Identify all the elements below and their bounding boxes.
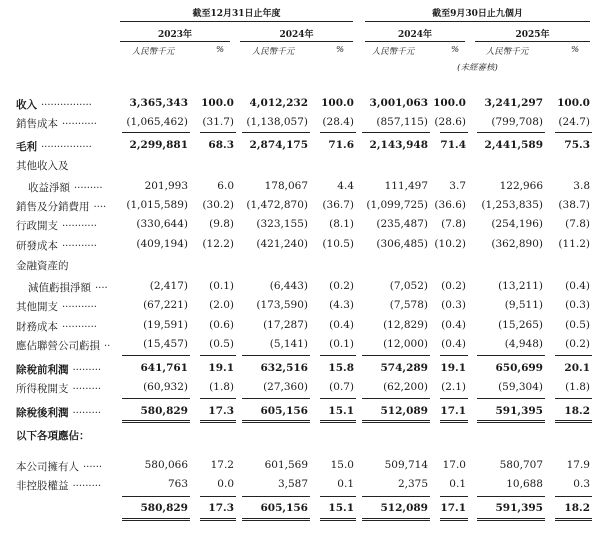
- table-cell: (15,457): [143, 338, 188, 350]
- unit-label-2024-nine: 人民幣千元: [371, 47, 415, 57]
- table-cell: (28.4): [322, 116, 354, 128]
- table-cell: 650,699: [495, 362, 543, 374]
- table-cell: (9,511): [504, 299, 543, 311]
- dot-leader: .........: [72, 362, 102, 373]
- rule-line: [242, 496, 310, 497]
- rule-line: [555, 518, 592, 519]
- table-cell: 100.0: [321, 97, 354, 109]
- rule-line: [320, 518, 356, 519]
- rule-line: [200, 422, 236, 423]
- table-cell: (27,360): [263, 381, 308, 393]
- table-cell: 19.1: [440, 362, 466, 374]
- rule-line: [242, 422, 310, 423]
- rule-line: [362, 520, 430, 521]
- table-cell: (799,708): [491, 116, 543, 128]
- table-cell: 100.0: [201, 97, 234, 109]
- row-label: 其他開支: [16, 301, 58, 313]
- table-cell: (0.1): [329, 338, 354, 350]
- table-cell: 0.1: [449, 478, 466, 490]
- dot-leader: ...........: [62, 218, 97, 229]
- rule-line: [555, 520, 592, 521]
- table-cell: 4,012,232: [249, 97, 308, 109]
- table-cell: 100.0: [433, 97, 466, 109]
- dot-leader: ................: [41, 139, 92, 150]
- table-cell: (1.8): [565, 381, 590, 393]
- table-cell: (0.2): [329, 280, 354, 292]
- row-label: 除稅後利潤: [16, 407, 69, 419]
- dot-leader: ..: [104, 338, 111, 349]
- rule-line: [200, 520, 236, 521]
- pct-label-2025-nine: %: [570, 45, 580, 55]
- rule-line: [555, 496, 592, 497]
- table-cell: 178,067: [264, 180, 308, 192]
- rule-line: [320, 422, 356, 423]
- rule-line: [555, 355, 592, 356]
- dot-leader: ...........: [62, 299, 97, 310]
- table-cell: 6.0: [217, 180, 234, 192]
- table-cell: 201,993: [144, 180, 188, 192]
- unit-label-2023: 人民幣千元: [131, 47, 175, 57]
- dot-leader: ....: [93, 199, 107, 210]
- table-cell: 2,143,948: [369, 139, 428, 151]
- table-cell: (0.2): [441, 280, 466, 292]
- table-cell: 15.1: [328, 502, 354, 514]
- table-cell: 0.3: [573, 478, 590, 490]
- table-cell: (0.3): [441, 299, 466, 311]
- row-label: 銷售成本: [16, 118, 58, 130]
- rule-line: [555, 132, 592, 133]
- table-cell: (2,417): [149, 280, 188, 292]
- row-label: 除稅前利潤: [16, 364, 69, 376]
- table-cell: 601,569: [264, 459, 308, 471]
- table-cell: 2,375: [397, 478, 428, 490]
- table-cell: (4,948): [504, 338, 543, 350]
- table-cell: (7,052): [389, 280, 428, 292]
- rule-line: [362, 132, 430, 133]
- table-cell: (24.7): [558, 116, 590, 128]
- table-cell: (13,211): [498, 280, 543, 292]
- rule-line: [320, 132, 356, 133]
- table-cell: 3.8: [573, 180, 590, 192]
- rule-line: [122, 132, 190, 133]
- table-cell: (254,196): [491, 218, 543, 230]
- rule-line: [440, 132, 468, 133]
- row-label: 行政開支: [16, 220, 58, 232]
- table-cell: (1,138,057): [246, 116, 308, 128]
- table-cell: (6,443): [269, 280, 308, 292]
- rule-line: [440, 355, 468, 356]
- table-cell: 100.0: [557, 97, 590, 109]
- header-year-2025-nine-underline: [475, 41, 590, 42]
- rule-line: [440, 420, 468, 421]
- rule-line: [200, 496, 236, 497]
- rule-line: [440, 398, 468, 399]
- table-cell: 3,241,297: [484, 97, 543, 109]
- rule-line: [320, 398, 356, 399]
- rule-line: [362, 422, 430, 423]
- rule-line: [242, 420, 310, 421]
- header-group-year-underline: [120, 21, 353, 22]
- table-cell: (0.4): [441, 319, 466, 331]
- header-year-2024-nine: 2024年: [397, 30, 433, 40]
- rule-line: [555, 422, 592, 423]
- table-cell: (857,115): [376, 116, 428, 128]
- table-cell: 17.3: [208, 502, 234, 514]
- table-cell: 580,829: [140, 502, 188, 514]
- row-label: 所得稅開支: [16, 383, 69, 395]
- rule-line: [320, 355, 356, 356]
- dot-leader: .........: [72, 478, 102, 489]
- table-cell: 10,688: [506, 478, 543, 490]
- table-cell: (8.1): [329, 218, 354, 230]
- table-cell: 15.8: [328, 362, 354, 374]
- table-cell: 18.2: [564, 405, 590, 417]
- table-cell: (31.7): [202, 116, 234, 128]
- table-cell: 4.4: [337, 180, 354, 192]
- table-cell: (10.5): [322, 238, 354, 250]
- rule-line: [477, 420, 545, 421]
- table-cell: (2.0): [209, 299, 234, 311]
- table-cell: (421,240): [256, 238, 308, 250]
- row-label: 本公司擁有人: [16, 461, 79, 473]
- rule-line: [362, 518, 430, 519]
- rule-line: [477, 355, 545, 356]
- table-cell: (409,194): [136, 238, 188, 250]
- rule-line: [477, 422, 545, 423]
- table-cell: (1,099,725): [366, 199, 428, 211]
- rule-line: [555, 420, 592, 421]
- table-cell: 605,156: [260, 405, 308, 417]
- rule-line: [555, 398, 592, 399]
- table-cell: (11.2): [558, 238, 590, 250]
- table-cell: 71.6: [328, 139, 354, 151]
- rule-line: [362, 496, 430, 497]
- row-label: 收入: [16, 99, 37, 111]
- table-cell: (15,265): [498, 319, 543, 331]
- table-cell: (306,485): [376, 238, 428, 250]
- table-cell: 763: [167, 478, 188, 490]
- rule-line: [362, 420, 430, 421]
- table-cell: (62,200): [383, 381, 428, 393]
- dot-leader: ................: [41, 97, 92, 108]
- table-cell: (1,253,835): [481, 199, 543, 211]
- table-cell: (60,932): [143, 381, 188, 393]
- table-cell: (10.2): [434, 238, 466, 250]
- rule-line: [200, 355, 236, 356]
- table-cell: (0.3): [565, 299, 590, 311]
- table-cell: (7,578): [389, 299, 428, 311]
- table-cell: (0.4): [565, 280, 590, 292]
- row-label: 其他收入及: [16, 160, 69, 172]
- table-cell: (0.5): [209, 338, 234, 350]
- rule-line: [200, 518, 236, 519]
- table-cell: 2,299,881: [129, 139, 188, 151]
- table-cell: 0.1: [337, 478, 354, 490]
- table-cell: 0.0: [217, 478, 234, 490]
- header-year-2024-nine-underline: [365, 41, 465, 42]
- pct-label-2024: %: [335, 45, 345, 55]
- rule-line: [477, 496, 545, 497]
- table-cell: (4.3): [329, 299, 354, 311]
- table-cell: (1,015,589): [126, 199, 188, 211]
- header-year-2023-underline: [120, 41, 230, 42]
- rule-line: [242, 132, 310, 133]
- table-cell: (36.7): [322, 199, 354, 211]
- dot-leader: ...........: [62, 116, 97, 127]
- header-year-2024-underline: [240, 41, 353, 42]
- table-cell: (7.8): [441, 218, 466, 230]
- table-cell: 17.0: [442, 459, 466, 471]
- pct-label-2023: %: [215, 45, 225, 55]
- table-cell: (59,304): [498, 381, 543, 393]
- table-cell: 580,707: [499, 459, 543, 471]
- table-cell: 2,874,175: [249, 139, 308, 151]
- table-cell: 591,395: [495, 502, 543, 514]
- row-label: 以下各項應佔：: [16, 430, 90, 442]
- rule-line: [200, 398, 236, 399]
- unit-label-2024: 人民幣千元: [251, 47, 295, 57]
- table-cell: 2,441,589: [484, 139, 543, 151]
- rule-line: [122, 398, 190, 399]
- table-cell: (173,590): [256, 299, 308, 311]
- row-label: 應佔聯營公司虧損: [16, 340, 100, 352]
- table-cell: (2.1): [441, 381, 466, 393]
- table-cell: (1.8): [209, 381, 234, 393]
- pct-label-2024-nine: %: [450, 45, 460, 55]
- rule-line: [242, 520, 310, 521]
- row-label: 非控股權益: [16, 480, 69, 492]
- table-cell: (67,221): [143, 299, 188, 311]
- table-cell: (1,472,870): [246, 199, 308, 211]
- table-cell: 512,089: [380, 405, 428, 417]
- row-label: 收益淨額: [28, 182, 70, 194]
- header-year-2025-nine: 2025年: [515, 30, 550, 40]
- table-cell: 580,066: [144, 459, 188, 471]
- table-cell: 20.1: [564, 362, 590, 374]
- table-cell: 15.0: [330, 459, 354, 471]
- rule-line: [122, 422, 190, 423]
- rule-line: [200, 420, 236, 421]
- rule-line: [362, 355, 430, 356]
- rule-line: [440, 520, 468, 521]
- table-cell: (0.7): [329, 381, 354, 393]
- table-cell: 3,001,063: [369, 97, 428, 109]
- table-cell: 3.7: [449, 180, 466, 192]
- table-cell: (30.2): [202, 199, 234, 211]
- table-cell: (0.4): [329, 319, 354, 331]
- row-label: 銷售及分銷費用: [16, 201, 90, 213]
- table-cell: (5,141): [269, 338, 308, 350]
- table-cell: (0.4): [441, 338, 466, 350]
- rule-line: [242, 355, 310, 356]
- rule-line: [477, 398, 545, 399]
- table-cell: 19.1: [208, 362, 234, 374]
- table-cell: (1,065,462): [126, 116, 188, 128]
- table-cell: 17.1: [440, 502, 466, 514]
- table-cell: (38.7): [558, 199, 590, 211]
- header-group-year: 截至12月31日止年度: [192, 9, 281, 19]
- rule-line: [320, 520, 356, 521]
- table-cell: (36.6): [434, 199, 466, 211]
- rule-line: [440, 422, 468, 423]
- rule-line: [477, 520, 545, 521]
- rule-line: [242, 518, 310, 519]
- table-cell: 18.2: [564, 502, 590, 514]
- dot-leader: .........: [72, 381, 102, 392]
- table-cell: 509,714: [384, 459, 428, 471]
- row-label: 財務成本: [16, 321, 58, 333]
- rule-line: [242, 398, 310, 399]
- rule-line: [362, 398, 430, 399]
- table-cell: 68.3: [208, 139, 234, 151]
- header-group-nine: 截至9月30日止九個月: [432, 9, 523, 19]
- rule-line: [122, 518, 190, 519]
- table-cell: (12,829): [383, 319, 428, 331]
- unit-label-2025-nine: 人民幣千元: [485, 47, 529, 57]
- dot-leader: .........: [74, 180, 103, 191]
- table-cell: 75.3: [564, 139, 590, 151]
- table-cell: (235,487): [376, 218, 428, 230]
- rule-line: [440, 518, 468, 519]
- header-year-2024: 2024年: [279, 30, 314, 40]
- table-cell: 641,761: [140, 362, 188, 374]
- row-label: 金融資產的: [16, 260, 69, 272]
- rule-line: [122, 496, 190, 497]
- table-cell: (0.6): [209, 319, 234, 331]
- rule-line: [320, 496, 356, 497]
- table-cell: (7.8): [565, 218, 590, 230]
- table-cell: (0.5): [565, 319, 590, 331]
- table-cell: 3,365,343: [129, 97, 188, 109]
- rule-line: [200, 132, 236, 133]
- table-cell: 632,516: [260, 362, 308, 374]
- table-cell: 17.3: [208, 405, 234, 417]
- table-cell: (0.2): [565, 338, 590, 350]
- table-cell: 574,289: [380, 362, 428, 374]
- table-cell: (12.2): [202, 238, 234, 250]
- dot-leader: ...........: [62, 238, 97, 249]
- table-cell: 3,587: [277, 478, 308, 490]
- table-cell: 122,966: [499, 180, 543, 192]
- table-cell: 17.9: [566, 459, 590, 471]
- dot-leader: .........: [72, 405, 102, 416]
- row-label: 減值虧損淨額: [28, 282, 91, 294]
- dot-leader: ......: [83, 459, 103, 470]
- table-cell: (362,890): [491, 238, 543, 250]
- table-cell: (19,591): [143, 319, 188, 331]
- table-cell: 15.1: [328, 405, 354, 417]
- rule-line: [122, 420, 190, 421]
- table-cell: 111,497: [384, 180, 428, 192]
- table-cell: (323,155): [256, 218, 308, 230]
- rule-line: [122, 355, 190, 356]
- table-cell: (28.6): [434, 116, 466, 128]
- table-cell: (17,287): [263, 319, 308, 331]
- header-year-2023: 2023年: [157, 30, 193, 40]
- table-cell: 591,395: [495, 405, 543, 417]
- dot-leader: ....: [95, 280, 108, 291]
- table-cell: 512,089: [380, 502, 428, 514]
- unaudited-label: (未經審核): [457, 63, 498, 73]
- rule-line: [320, 420, 356, 421]
- table-cell: 71.4: [440, 139, 466, 151]
- table-cell: 580,829: [140, 405, 188, 417]
- table-cell: (9.8): [209, 218, 234, 230]
- table-cell: (12,000): [383, 338, 428, 350]
- row-label: 研發成本: [16, 240, 58, 252]
- header-group-nine-underline: [365, 21, 590, 22]
- rule-line: [477, 518, 545, 519]
- table-cell: 17.2: [210, 459, 234, 471]
- row-label: 毛利: [16, 141, 37, 153]
- rule-line: [440, 496, 468, 497]
- table-cell: 17.1: [440, 405, 466, 417]
- table-cell: (0.1): [209, 280, 234, 292]
- dot-leader: ...........: [62, 319, 97, 330]
- rule-line: [477, 132, 545, 133]
- table-cell: (330,644): [136, 218, 188, 230]
- rule-line: [122, 520, 190, 521]
- table-cell: 605,156: [260, 502, 308, 514]
